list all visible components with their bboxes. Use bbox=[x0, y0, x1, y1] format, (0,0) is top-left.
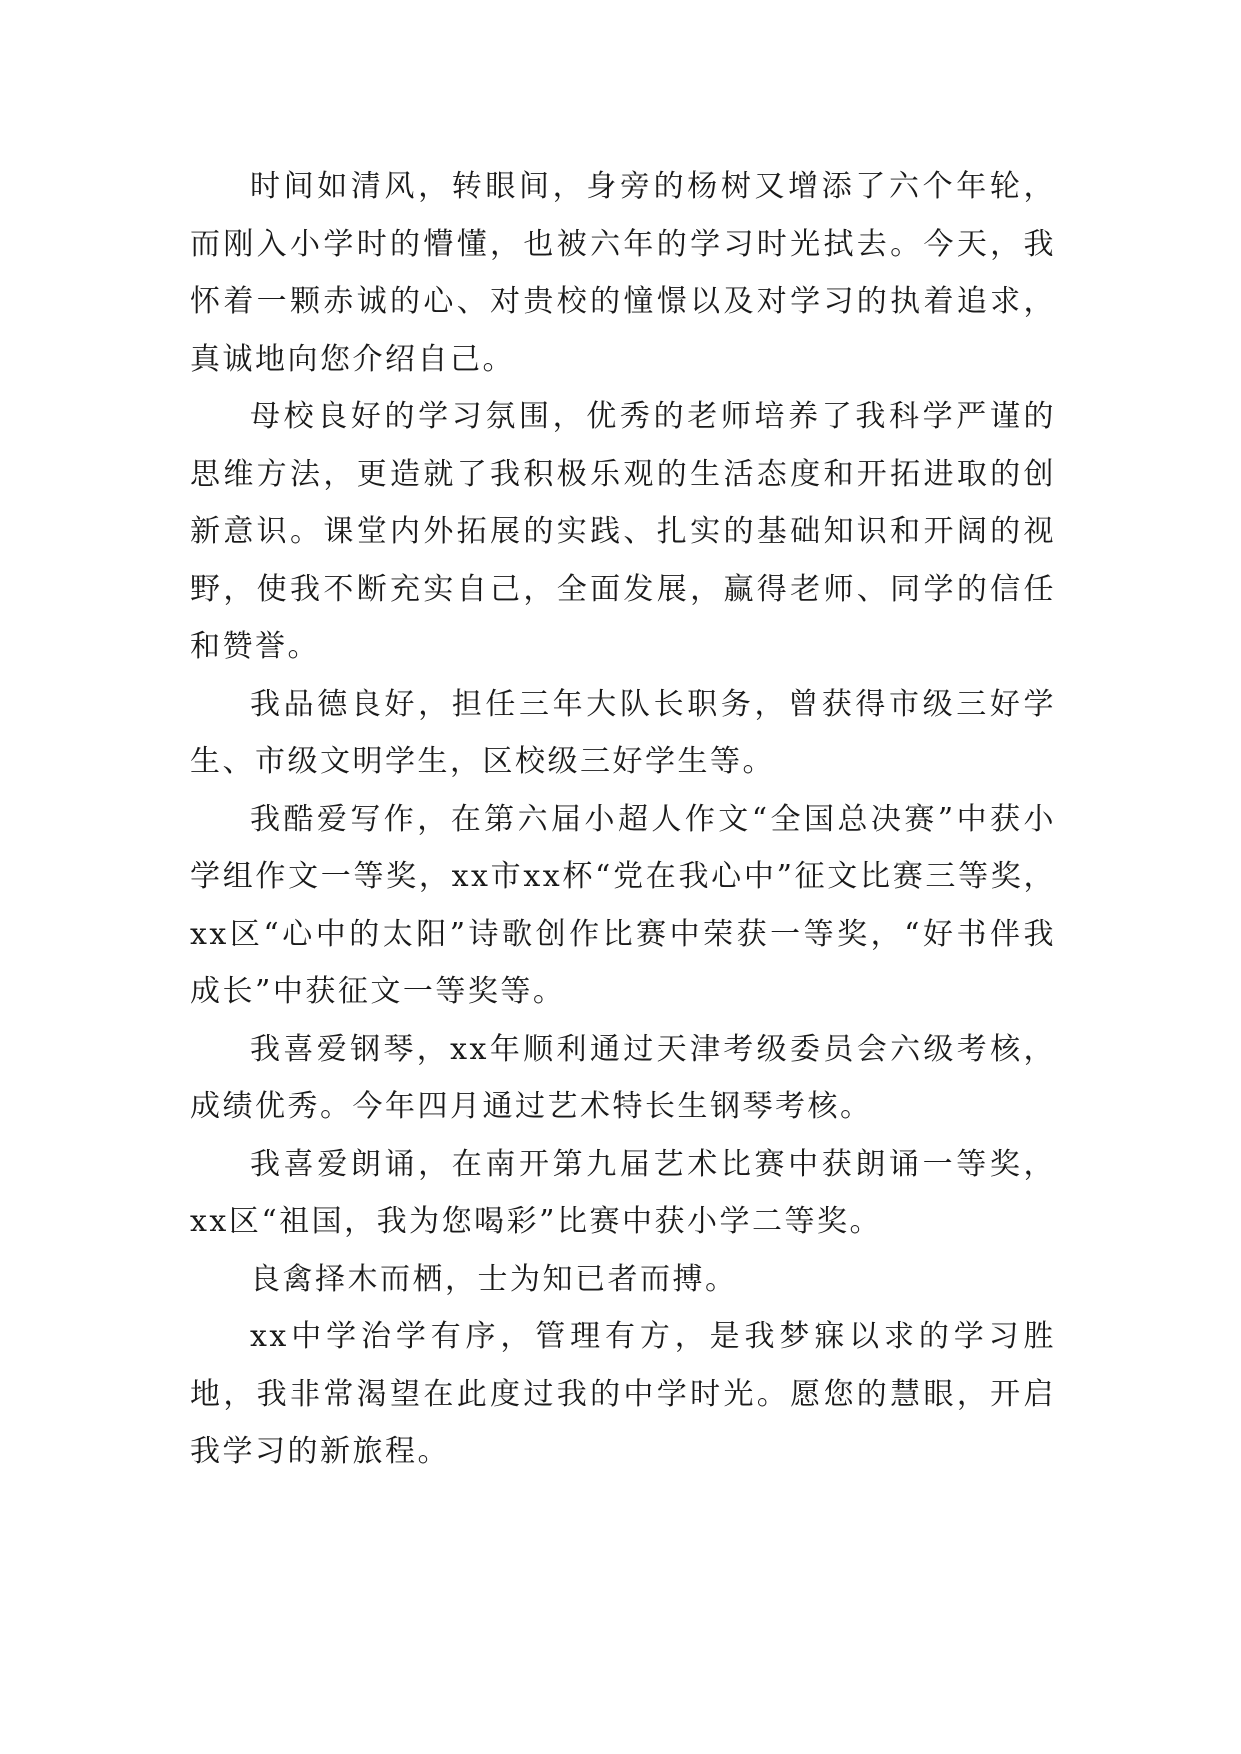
paragraph-closing: xx中学治学有序，管理有方，是我梦寐以求的学习胜地，我非常渴望在此度过我的中学时光。愿您的慧眼，开启我学习的新旅程。 bbox=[190, 1319, 1056, 1469]
paragraph-character: 我品德良好，担任三年大队长职务，曾获得市级三好学生、市级文明学生，区校级三好学生等。 bbox=[190, 686, 1056, 779]
paragraph-piano: 我喜爱钢琴，xx年顺利通过天津考级委员会六级考核，成绩优秀。今年四月通过艺术特长生钢琴考核。 bbox=[190, 1031, 1056, 1124]
document-body bbox=[190, 158, 1056, 1481]
paragraph-writing: 我酷爱写作，在第六届小超人作文“全国总决赛”中获小学组作文一等奖，xx市xx杯“党在我心中”征文比赛三等奖，xx区“心中的太阳”诗歌创作比赛中荣获一等奖，“好书伴我成长”中获征文一等奖等。 bbox=[190, 801, 1056, 1009]
paragraph-school-environment: 母校良好的学习氛围，优秀的老师培养了我科学严谨的思维方法，更造就了我积极乐观的生活态度和开拓进取的创新意识。课堂内外拓展的实践、扎实的基础知识和开阔的视野，使我不断充实自己，全面发展，赢得老师、同学的信任和赞誉。 bbox=[190, 399, 1056, 664]
paragraph-intro: 时间如清风，转眼间，身旁的杨树又增添了六个年轮，而刚入小学时的懵懂，也被六年的学习时光拭去。今天，我怀着一颗赤诚的心、对贵校的憧憬以及对学习的执着追求，真诚地向您介绍自己。 bbox=[190, 169, 1056, 377]
paragraph-proverb: 良禽择木而栖，士为知已者而搏。 bbox=[250, 1261, 738, 1297]
paragraph-recitation: 我喜爱朗诵，在南开第九届艺术比赛中获朗诵一等奖，xx区“祖国，我为您喝彩”比赛中获小学二等奖。 bbox=[190, 1146, 1056, 1239]
